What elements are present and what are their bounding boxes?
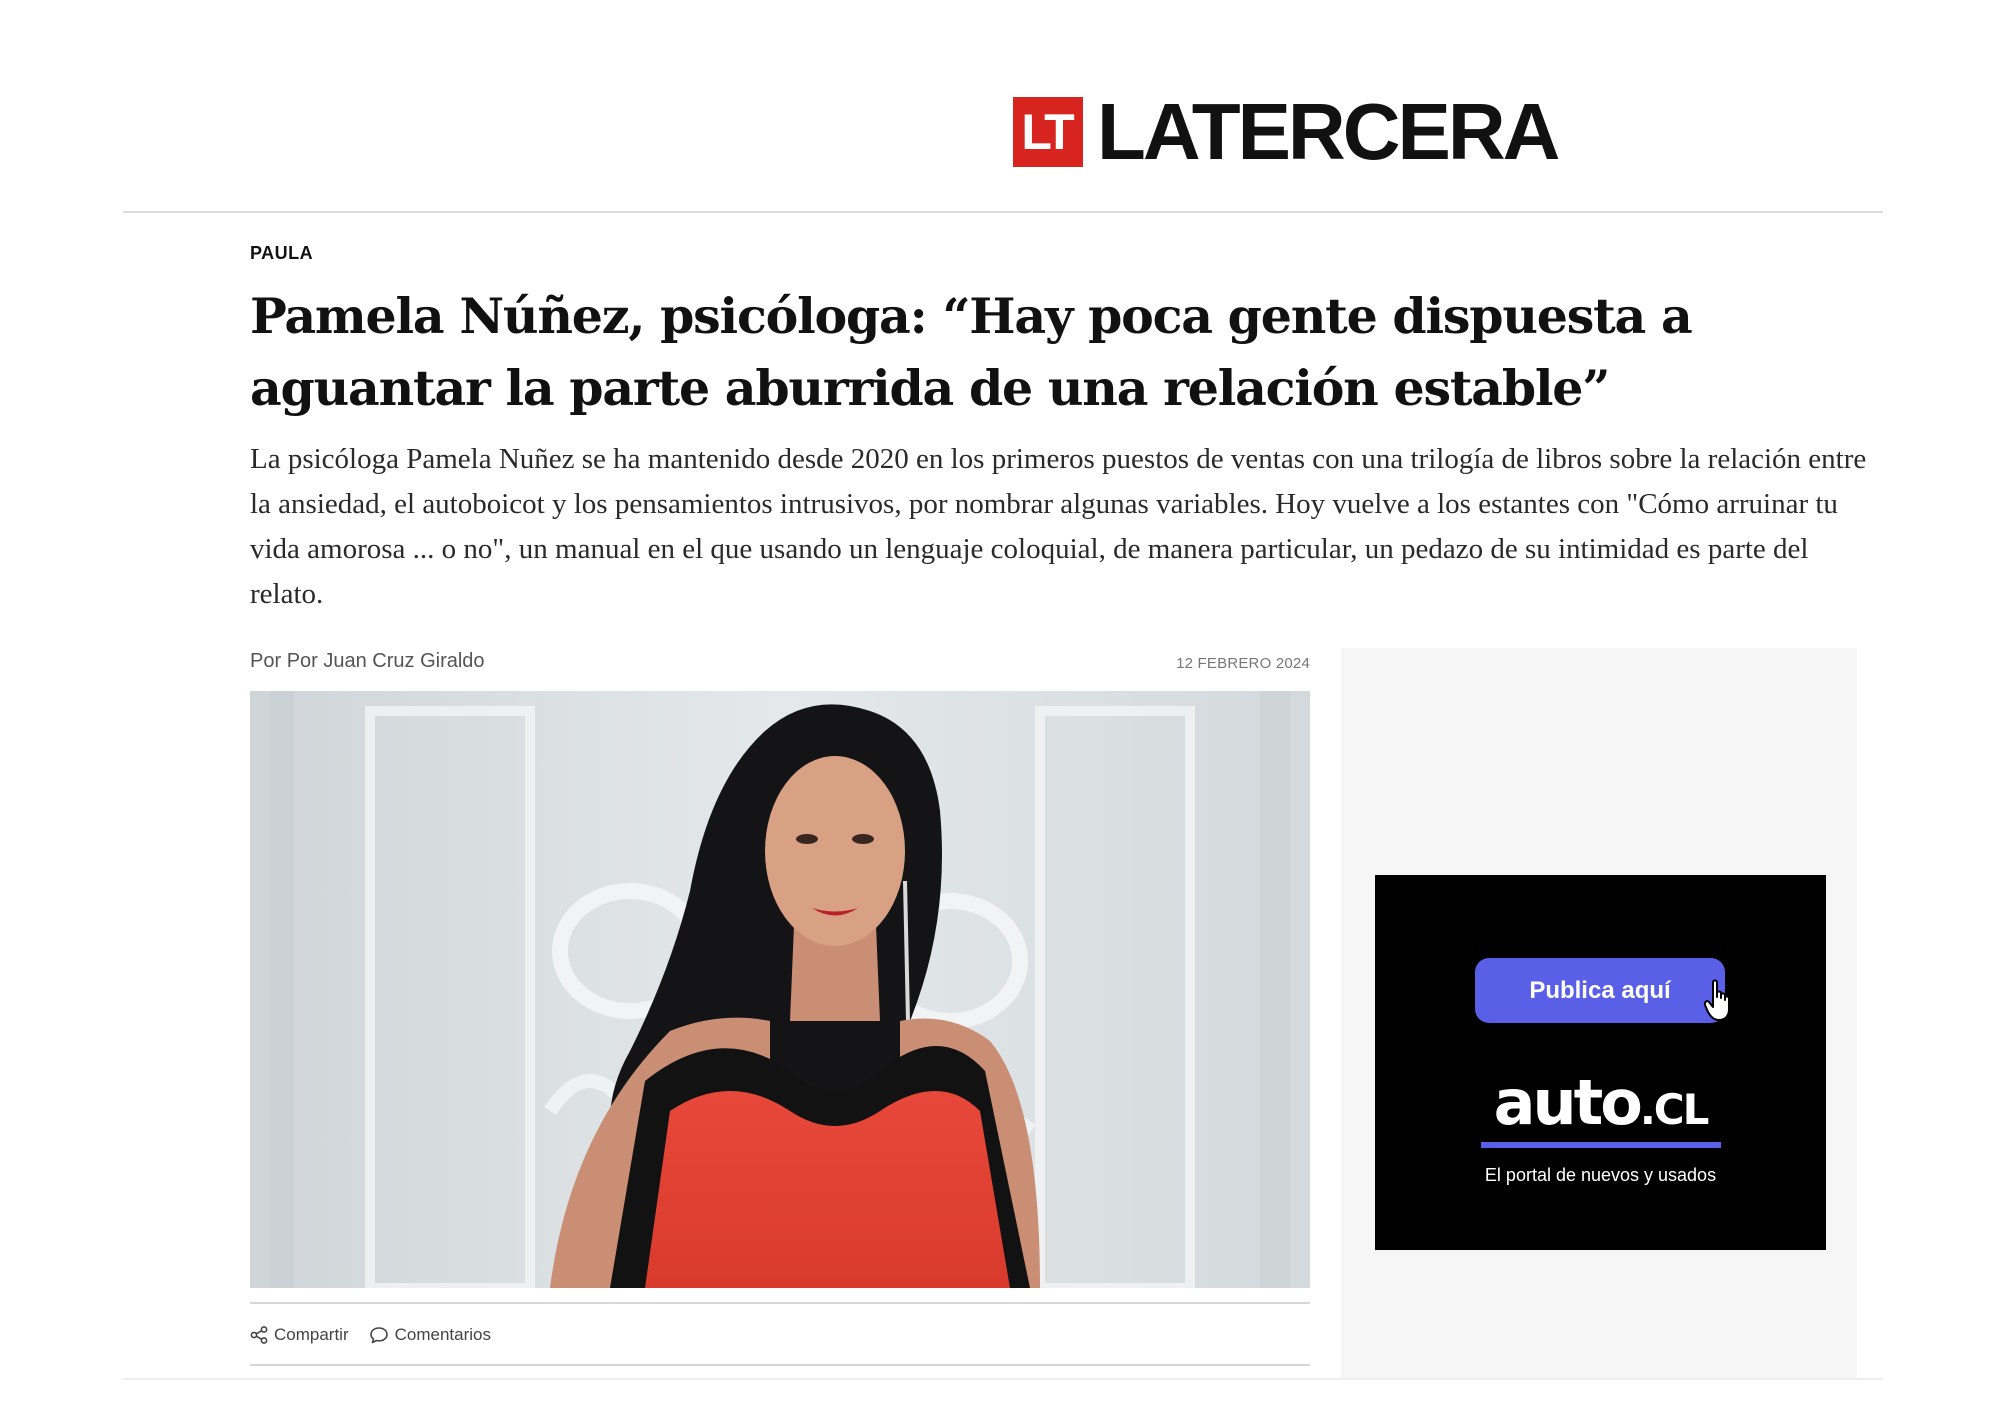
header-divider [123,211,1883,213]
ad-brand-tld: .CL [1639,1085,1708,1134]
share-button[interactable] [250,1325,349,1345]
ad-brand-main: auto [1493,1066,1640,1139]
logo-mark: LT [1013,97,1083,167]
publish-date: 12 FEBRERO 2024 [1176,655,1310,672]
ad-brand-underline [1481,1142,1721,1148]
byline-prefix: Por [250,650,282,672]
share-label: Compartir [274,1325,349,1344]
site-header [0,0,2000,212]
ad-cta-button[interactable]: Publica aquí [1475,958,1725,1023]
ad-banner[interactable] [1375,875,1826,1250]
comments-button[interactable] [369,1325,491,1345]
comment-bubble-icon [369,1326,389,1344]
share-divider-bottom [250,1364,1310,1366]
share-icon [250,1326,268,1344]
site-logo[interactable] [1013,87,1558,176]
comments-label: Comentarios [394,1325,491,1344]
author-link[interactable]: Por Juan Cruz Giraldo [286,650,485,672]
ad-tagline: El portal de nuevos y usados [1484,1165,1717,1185]
share-toolbar [250,1322,491,1348]
byline [250,650,485,673]
hand-pointer-icon [1704,979,1734,1028]
bottom-divider [123,1378,1883,1380]
article-headline: Pamela Núñez, psicóloga: “Hay poca gente dispuesta a aguantar la parte aburrida de una relación estable” [250,287,1692,417]
logo-wordmark: LATERCERA [1097,87,1558,176]
share-divider-top [250,1302,1310,1304]
article-standfirst: La psicóloga Pamela Nuñez se ha mantenido desde 2020 en los primeros puestos de ventas con una trilogía de libros sobre la relación entre la ansiedad, el autoboicot y los pensamientos intrusivos, por nombrar algunas variables. Hoy vuelve a los estantes con "Cómo arruinar tu vida amorosa ... o no", un manual en el que usando un lenguaje coloquial, de manera particular, un pedazo de su intimidad es parte del relato. [250,443,1867,610]
ad-brand [1375,1066,1826,1139]
lead-photo [250,691,1310,1288]
section-label[interactable]: PAULA [250,243,314,263]
